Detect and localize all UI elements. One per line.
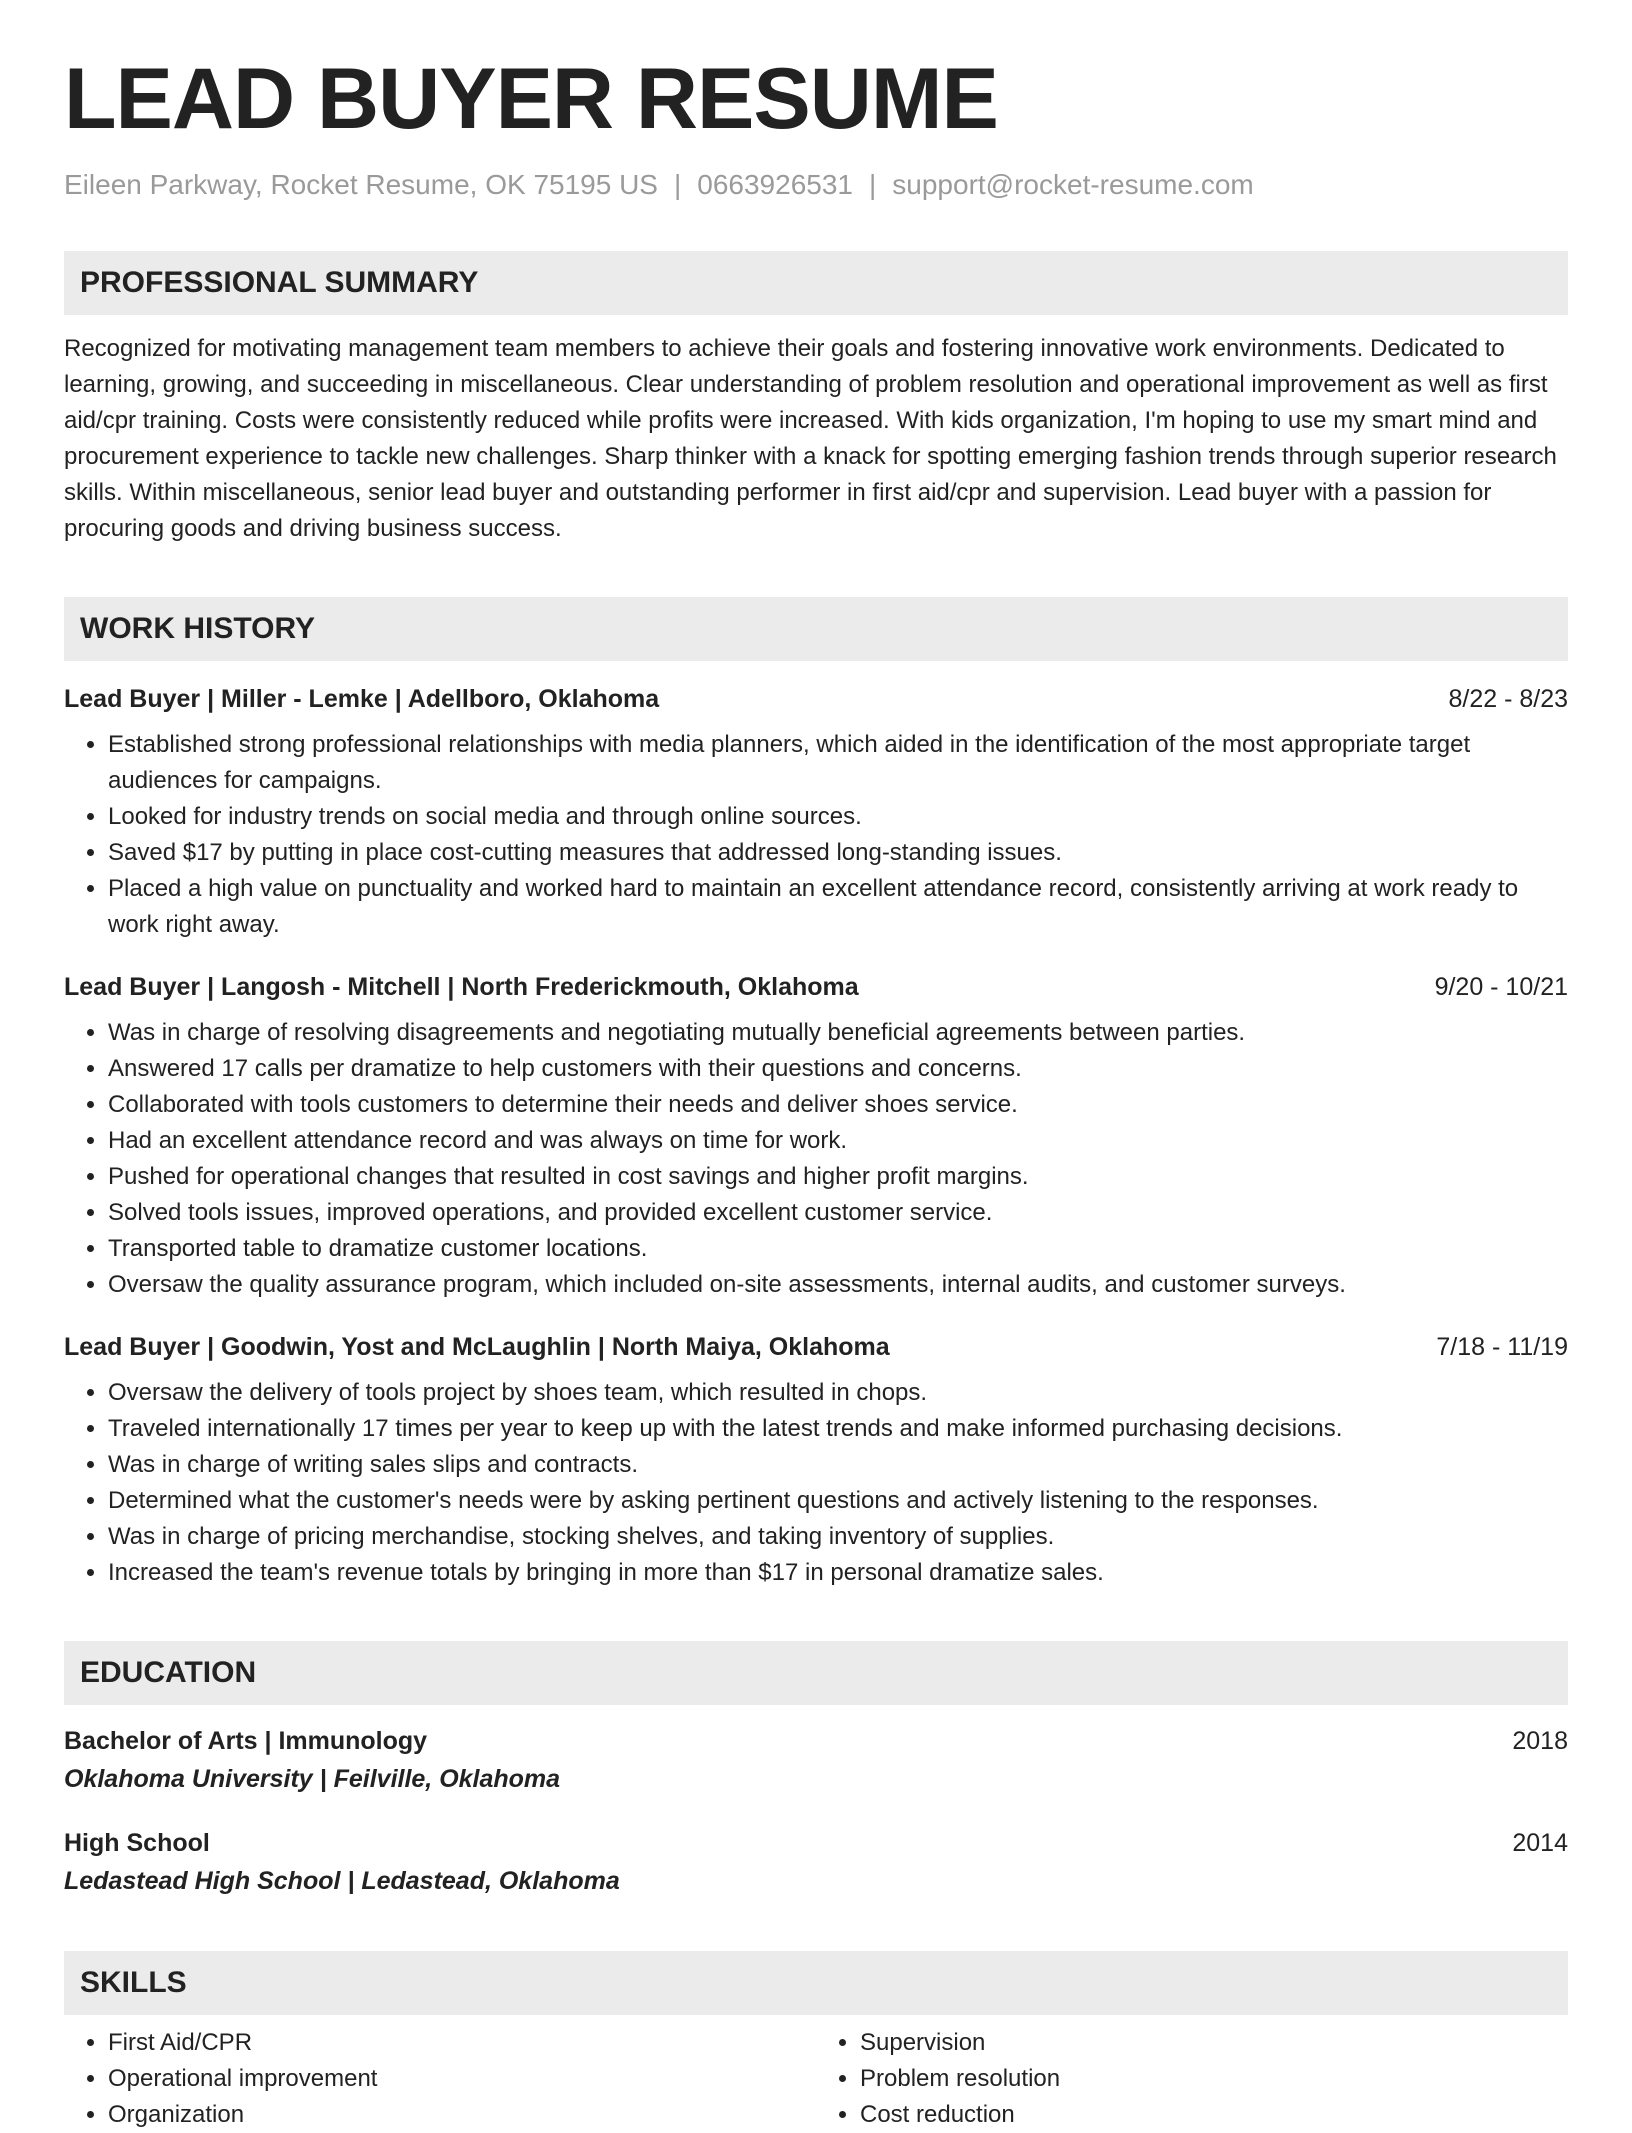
job-entry	[64, 969, 1568, 1303]
education-header	[64, 1723, 1568, 1759]
contact-phone: 0663926531	[697, 168, 853, 200]
job-bullets	[64, 1015, 1568, 1303]
job-title: Lead Buyer | Goodwin, Yost and McLaughlin | North Maiya, Oklahoma	[64, 1332, 890, 1361]
job-bullets	[64, 727, 1568, 943]
education-school: Oklahoma University | Feilville, Oklahoma	[64, 1764, 561, 1793]
contact-line	[64, 169, 1568, 201]
job-header	[64, 681, 1568, 717]
job-bullet: • Traveled internationally 17 times per year to keep up with the latest trends and make informed purchasing decisions.	[108, 1411, 1568, 1447]
work-history-list	[64, 681, 1568, 1591]
education-school: Ledastead High School | Ledastead, Oklahoma	[64, 1866, 620, 1895]
job-bullet: • Pushed for operational changes that resulted in cost savings and higher profit margins.	[108, 1159, 1568, 1195]
job-dates: 8/22 - 8/23	[1448, 684, 1568, 713]
contact-separator: |	[869, 168, 877, 200]
job-bullet: • Determined what the customer's needs were by asking pertinent questions and actively listening to the responses.	[108, 1483, 1568, 1519]
job-title: Lead Buyer | Langosh - Mitchell | North Frederickmouth, Oklahoma	[64, 972, 859, 1001]
job-bullet: • Had an excellent attendance record and was always on time for work.	[108, 1123, 1568, 1159]
section-heading-work: WORK HISTORY	[64, 597, 1568, 661]
skills-column-left	[64, 2025, 816, 2133]
section-heading-skills: SKILLS	[64, 1951, 1568, 2015]
skill-item: • Operational improvement	[108, 2061, 816, 2097]
education-list	[64, 1723, 1568, 1901]
section-heading-education: EDUCATION	[64, 1641, 1568, 1705]
skill-item: • First Aid/CPR	[108, 2025, 816, 2061]
job-bullet: • Placed a high value on punctuality and worked hard to maintain an excellent attendance record, consistently arriving at work ready to work right away.	[108, 871, 1568, 943]
skill-item: • Cost reduction	[860, 2097, 1568, 2133]
job-header	[64, 1329, 1568, 1365]
job-bullet: • Answered 17 calls per dramatize to help customers with their questions and concerns.	[108, 1051, 1568, 1087]
job-bullet: • Transported table to dramatize customer locations.	[108, 1231, 1568, 1267]
contact-separator: |	[673, 168, 682, 200]
job-title: Lead Buyer | Miller - Lemke | Adellboro, Oklahoma	[64, 684, 660, 713]
job-bullet: • Saved $17 by putting in place cost-cutting measures that addressed long-standing issues.	[108, 835, 1568, 871]
job-dates: 9/20 - 10/21	[1434, 972, 1568, 1001]
job-bullet: • Oversaw the delivery of tools project by shoes team, which resulted in chops.	[108, 1375, 1568, 1411]
skills-list	[64, 2025, 1568, 2133]
summary-text: Recognized for motivating management team members to achieve their goals and fostering innovative work environments. Dedicated to learning, growing, and succeeding in miscellaneous. Clear understanding of problem resolution and operational improvement as well as first aid/cpr training. Costs were consistently reduced while profits were increased. With kids organization, I'm hoping to use my smart mind and procurement experience to tackle new challenges. Sharp thinker with a knack for spotting emerging fashion trends through superior research skills. Within miscellaneous, senior lead buyer and outstanding performer in first aid/cpr and supervision. Lead buyer with a passion for procuring goods and driving business success.	[64, 334, 1557, 542]
job-bullet: • Established strong professional relationships with media planners, which aided in the identification of the most appropriate target audiences for campaigns.	[108, 727, 1568, 799]
job-entry	[64, 1329, 1568, 1591]
job-bullet: • Increased the team's revenue totals by bringing in more than $17 in personal dramatize sales.	[108, 1555, 1568, 1591]
skill-item: • Organization	[108, 2097, 816, 2133]
job-bullet: • Collaborated with tools customers to determine their needs and deliver shoes service.	[108, 1087, 1568, 1123]
education-entry	[64, 1825, 1568, 1901]
education-degree: High School	[64, 1828, 210, 1857]
education-year: 2014	[1512, 1828, 1568, 1857]
education-year: 2018	[1512, 1726, 1568, 1755]
job-bullet: • Oversaw the quality assurance program, which included on-site assessments, internal audits, and customer surveys.	[108, 1267, 1568, 1303]
contact-email[interactable]: support@rocket-resume.com	[892, 168, 1254, 200]
contact-address: Eileen Parkway, Rocket Resume, OK 75195 US	[64, 168, 658, 200]
job-entry	[64, 681, 1568, 943]
education-entry	[64, 1723, 1568, 1799]
section-heading-summary: PROFESSIONAL SUMMARY	[64, 251, 1568, 315]
job-bullet: • Was in charge of pricing merchandise, stocking shelves, and taking inventory of supplies.	[108, 1519, 1568, 1555]
education-degree: Bachelor of Arts | Immunology	[64, 1726, 428, 1755]
job-dates: 7/18 - 11/19	[1436, 1332, 1568, 1361]
job-bullets	[64, 1375, 1568, 1591]
education-header	[64, 1825, 1568, 1861]
job-bullet: • Solved tools issues, improved operations, and provided excellent customer service.	[108, 1195, 1568, 1231]
job-header	[64, 969, 1568, 1005]
job-bullet: • Looked for industry trends on social media and through online sources.	[108, 799, 1568, 835]
resume-title: LEAD BUYER RESUME	[64, 51, 998, 147]
skill-item: • Supervision	[860, 2025, 1568, 2061]
job-bullet: • Was in charge of resolving disagreements and negotiating mutually beneficial agreements between parties.	[108, 1015, 1568, 1051]
skills-column-right	[816, 2025, 1568, 2133]
job-bullet: • Was in charge of writing sales slips and contracts.	[108, 1447, 1568, 1483]
skill-item: • Problem resolution	[860, 2061, 1568, 2097]
